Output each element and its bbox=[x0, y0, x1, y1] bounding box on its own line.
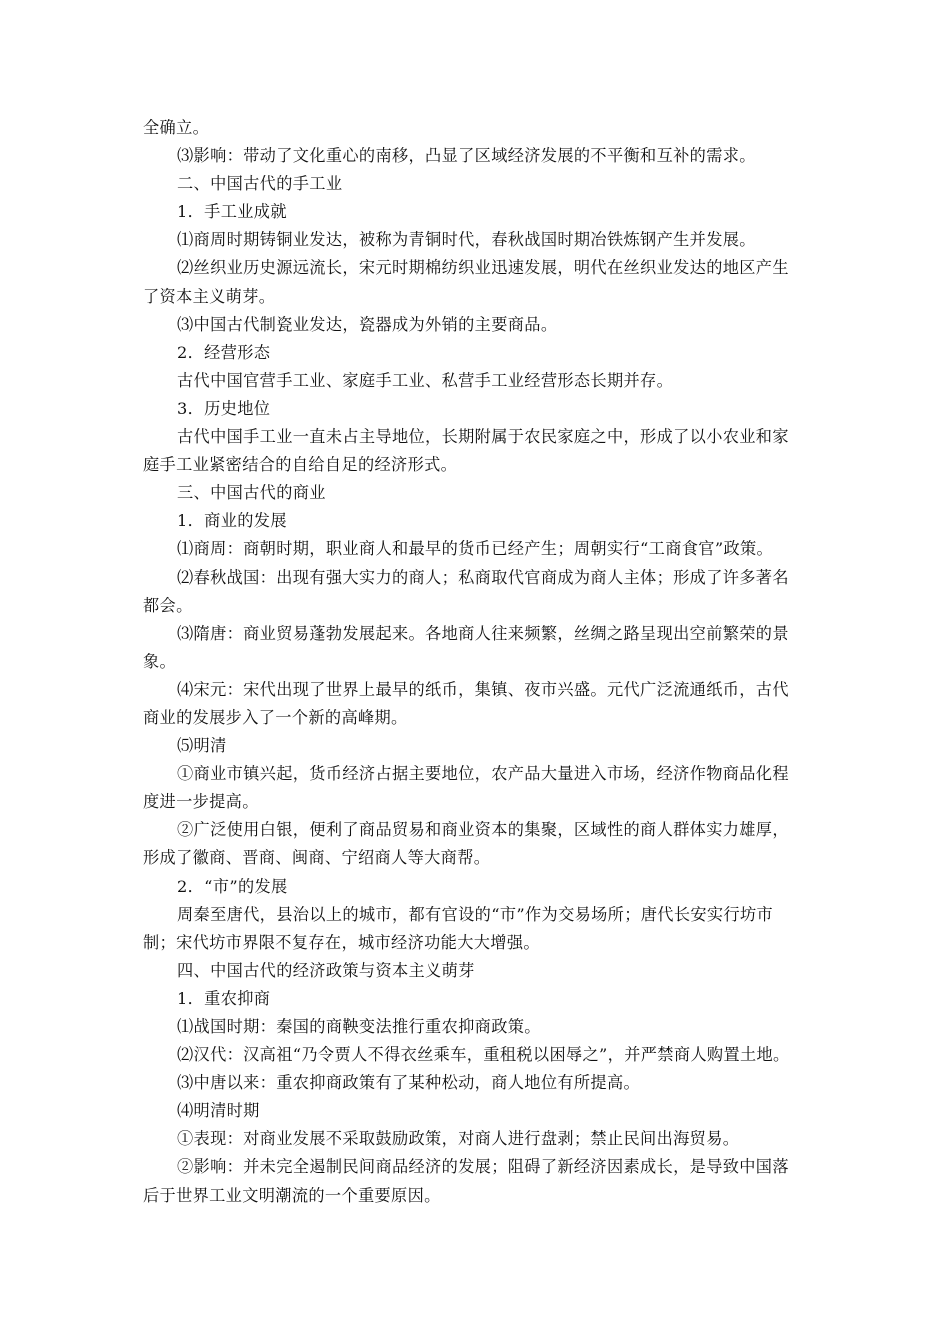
text-line: 庭手工业紧密结合的自给自足的经济形式。 bbox=[143, 455, 458, 475]
text-line: 全确立。 bbox=[143, 118, 210, 137]
text-line: 2．经营形态 bbox=[177, 342, 271, 362]
text-line: ⑵春秋战国：出现有强大实力的商人；私商取代官商成为商人主体；形成了许多著名 bbox=[177, 567, 789, 587]
text-line: ⑴商周时期铸铜业发达，被称为青铜时代，春秋战国时期冶铁炼钢产生并发展。 bbox=[177, 230, 756, 250]
text-line: 1．重农抑商 bbox=[177, 988, 271, 1008]
text-line: 都会。 bbox=[143, 595, 193, 615]
text-line: ①商业市镇兴起，货币经济占据主要地位，农产品大量进入市场，经济作物商品化程 bbox=[177, 764, 789, 784]
text-line: ②广泛使用白银，便利了商品贸易和商业资本的集聚，区域性的商人群体实力雄厚， bbox=[177, 820, 789, 840]
text-line: 3．历史地位 bbox=[177, 398, 271, 418]
text-line: ⑷明清时期 bbox=[177, 1101, 260, 1121]
text-line: 古代中国官营手工业、家庭手工业、私营手工业经营形态长期并存。 bbox=[177, 370, 674, 390]
text-line: 象。 bbox=[143, 651, 177, 671]
text-line: 制；宋代坊市界限不复存在，城市经济功能大大增强。 bbox=[143, 932, 540, 952]
text-line: 商业的发展步入了一个新的高峰期。 bbox=[143, 707, 408, 727]
document-body bbox=[143, 114, 815, 1210]
text-line: 古代中国手工业一直未占主导地位，长期附属于农民家庭之中，形成了以小农业和家 bbox=[177, 427, 789, 447]
text-line: ⑷宋元：宋代出现了世界上最早的纸币，集镇、夜市兴盛。元代广泛流通纸币，古代 bbox=[177, 679, 789, 699]
text-line: 2．“市”的发展 bbox=[177, 876, 288, 896]
text-line: 后于世界工业文明潮流的一个重要原因。 bbox=[143, 1185, 441, 1205]
text-line: 1．商业的发展 bbox=[177, 511, 287, 531]
text-line: 形成了徽商、晋商、闽商、宁绍商人等大商帮。 bbox=[143, 848, 491, 868]
text-line: 二、中国古代的手工业 bbox=[177, 174, 343, 194]
text-line: 度进一步提高。 bbox=[143, 792, 259, 812]
text-line: 了资本主义萌芽。 bbox=[143, 286, 276, 306]
text-line: ⑶影响：带动了文化重心的南移，凸显了区域经济发展的不平衡和互补的需求。 bbox=[177, 146, 756, 166]
text-line: ⑴商周：商朝时期，职业商人和最早的货币已经产生；周朝实行“工商食官”政策。 bbox=[177, 539, 774, 559]
text-line: ⑶隋唐：商业贸易蓬勃发展起来。各地商人往来频繁，丝绸之路呈现出空前繁荣的景 bbox=[177, 623, 789, 643]
text-line: 四、中国古代的经济政策与资本主义萌芽 bbox=[177, 960, 475, 980]
text-line: 周秦至唐代，县治以上的城市，都有官设的“市”作为交易场所；唐代长安实行坊市 bbox=[177, 904, 774, 924]
text-line: ⑸明清 bbox=[177, 736, 227, 756]
text-line: ⑴战国时期：秦国的商鞅变法推行重农抑商政策。 bbox=[177, 1017, 541, 1036]
text-line: ⑶中唐以来：重农抑商政策有了某种松动，商人地位有所提高。 bbox=[177, 1073, 641, 1093]
text-line: ⑶中国古代制瓷业发达，瓷器成为外销的主要商品。 bbox=[177, 314, 558, 334]
text-line: ①表现：对商业发展不采取鼓励政策，对商人进行盘剥；禁止民间出海贸易。 bbox=[177, 1129, 740, 1149]
text-line: 三、中国古代的商业 bbox=[177, 483, 326, 503]
text-line: 1．手工业成就 bbox=[177, 202, 287, 222]
text-line: ⑵丝织业历史源远流长，宋元时期棉纺织业迅速发展，明代在丝织业发达的地区产生 bbox=[177, 258, 789, 278]
text-line: ②影响：并未完全遏制民间商品经济的发展；阻碍了新经济因素成长，是导致中国落 bbox=[177, 1157, 789, 1177]
text-line: ⑵汉代：汉高祖“乃令贾人不得衣丝乘车，重租税以困辱之”，并严禁商人购置土地。 bbox=[177, 1045, 790, 1065]
